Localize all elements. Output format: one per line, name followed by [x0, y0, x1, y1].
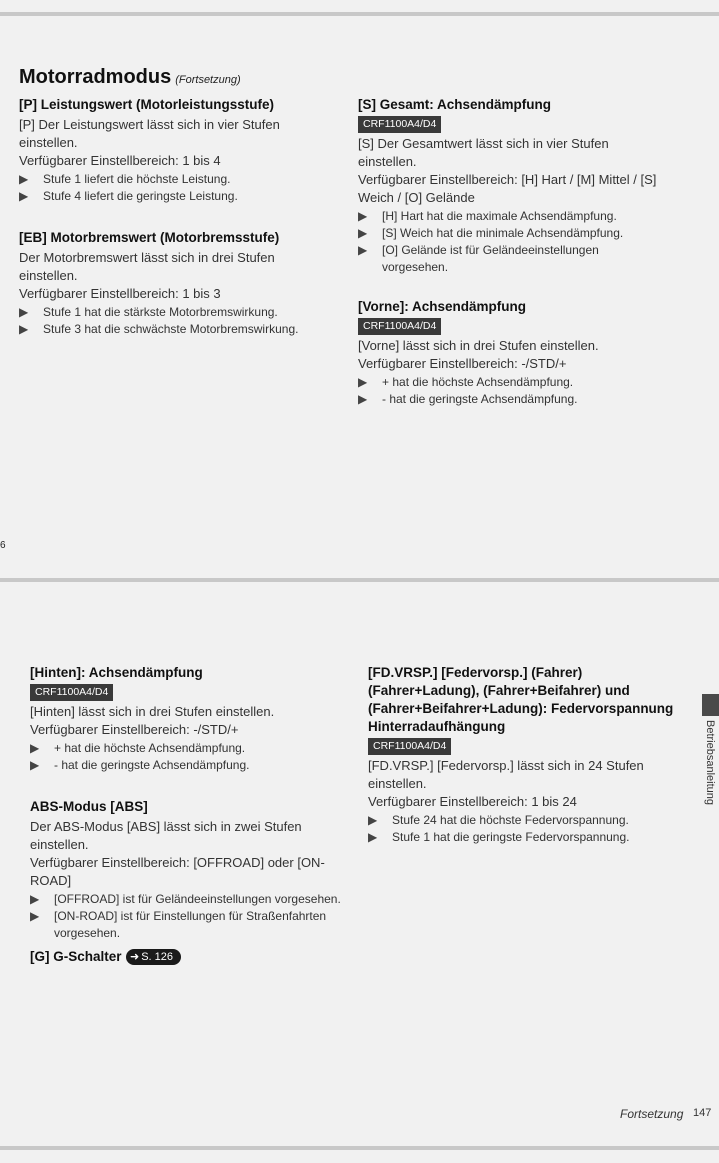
section-abs-mode: [30, 798, 345, 942]
bullet-triangle-icon: ▶: [368, 830, 378, 844]
section-paragraph: [Vorne] lässt sich in drei Stufen einstellen.: [358, 338, 599, 353]
section-paragraph: Verfügbarer Einstellbereich: [H] Hart / [M] Mittel / [S] Weich / [O] Gelände: [358, 172, 657, 205]
bottom-left-column: [30, 664, 345, 966]
section-heading: [P] Leistungswert (Motorleistungsstufe): [19, 97, 275, 112]
bullet-item: ▶ + hat die höchste Achsendämpfung.: [30, 741, 246, 755]
bullet-item: ▶ [H] Hart hat die maximale Achsendämpfung.: [358, 209, 617, 223]
section-paragraph: [FD.VRSP.] [Federvorsp.] lässt sich in 24 Stufen einstellen.: [368, 758, 644, 791]
arrow-right-icon: ➜: [129, 950, 140, 963]
section-power: [19, 96, 329, 205]
section-spring-preload: [368, 664, 678, 846]
section-paragraph: Verfügbarer Einstellbereich: 1 bis 24: [368, 794, 577, 809]
page-title-sub: (Fortsetzung): [175, 74, 241, 86]
section-overall-damping: [358, 96, 668, 276]
section-heading: ABS-Modus [ABS]: [30, 799, 148, 814]
section-paragraph: Der Motorbremswert lässt sich in drei Stufen einstellen.: [19, 250, 275, 283]
bullet-item: ▶ [ON-ROAD] ist für Einstellungen für Straßenfahrten vorgesehen.: [30, 909, 327, 940]
bullet-item: ▶ [S] Weich hat die minimale Achsendämpfung.: [358, 226, 624, 240]
section-heading: [Vorne]: Achsendämpfung: [358, 299, 526, 314]
bullet-triangle-icon: ▶: [19, 305, 29, 319]
bullet-triangle-icon: ▶: [30, 741, 40, 755]
bullet-triangle-icon: ▶: [358, 375, 368, 389]
top-right-column: [358, 96, 668, 408]
side-tab-marker: [702, 694, 719, 716]
bullet-triangle-icon: ▶: [19, 189, 29, 203]
model-badge: CRF1100A4/D4: [358, 318, 441, 335]
bullet-triangle-icon: ▶: [358, 243, 368, 257]
bullet-item: ▶ Stufe 1 liefert die höchste Leistung.: [19, 172, 231, 186]
bullet-triangle-icon: ▶: [358, 226, 368, 240]
page-number-top: 6: [0, 540, 6, 551]
top-rule: [0, 12, 719, 16]
bullet-triangle-icon: ▶: [358, 209, 368, 223]
bullet-item: ▶ + hat die höchste Achsendämpfung.: [358, 375, 574, 389]
page-title: [19, 66, 241, 89]
section-front-damping: [358, 298, 668, 408]
section-heading: [EB] Motorbremswert (Motorbremsstufe): [19, 230, 280, 245]
section-heading: [G] G-Schalter: [30, 949, 122, 964]
bullet-item: ▶ Stufe 4 liefert die geringste Leistung.: [19, 189, 238, 203]
section-paragraph: [Hinten] lässt sich in drei Stufen einstellen.: [30, 704, 275, 719]
section-g-switch: [30, 948, 345, 966]
section-paragraph: Verfügbarer Einstellbereich: [OFFROAD] oder [ON-ROAD]: [30, 855, 325, 888]
bullet-item: ▶ Stufe 1 hat die geringste Federvorspannung.: [368, 830, 630, 844]
section-rear-damping: [30, 664, 345, 774]
page-divider: [0, 578, 719, 582]
section-paragraph: [P] Der Leistungswert lässt sich in vier Stufen einstellen.: [19, 117, 280, 150]
section-paragraph: Der ABS-Modus [ABS] lässt sich in zwei Stufen einstellen.: [30, 819, 302, 852]
section-engine-brake: [19, 229, 329, 338]
section-paragraph: Verfügbarer Einstellbereich: 1 bis 3: [19, 286, 221, 301]
bullet-triangle-icon: ▶: [19, 322, 29, 336]
bullet-triangle-icon: ▶: [30, 909, 40, 923]
bullet-triangle-icon: ▶: [30, 758, 40, 772]
top-left-column: [19, 96, 329, 338]
page-number-bottom: 147: [693, 1107, 712, 1119]
bullet-item: ▶ - hat die geringste Achsendämpfung.: [30, 758, 250, 772]
section-paragraph: Verfügbarer Einstellbereich: 1 bis 4: [19, 153, 221, 168]
side-tab-label: Betriebsanleitung: [704, 720, 716, 806]
bottom-rule: [0, 1146, 719, 1150]
section-heading: [S] Gesamt: Achsendämpfung: [358, 97, 552, 112]
bullet-item: ▶ Stufe 1 hat die stärkste Motorbremswirkung.: [19, 305, 278, 319]
footer-continued: Fortsetzung: [620, 1107, 684, 1121]
model-badge: CRF1100A4/D4: [30, 684, 113, 701]
page-reference-link[interactable]: ➜ S. 126: [126, 949, 181, 965]
bottom-right-column: [368, 664, 678, 846]
model-badge: CRF1100A4/D4: [358, 116, 441, 133]
section-heading: [FD.VRSP.] [Federvorsp.] (Fahrer) (Fahrer+Ladung), (Fahrer+Beifahrer) und (Fahrer+Beifahrer+Ladung): Federvorspannung Hinterradaufhängung: [368, 665, 674, 734]
section-paragraph: Verfügbarer Einstellbereich: -/STD/+: [30, 722, 239, 737]
section-heading: [Hinten]: Achsendämpfung: [30, 665, 203, 680]
bullet-triangle-icon: ▶: [30, 892, 40, 906]
model-badge: CRF1100A4/D4: [368, 738, 451, 755]
bullet-triangle-icon: ▶: [368, 813, 378, 827]
bullet-item: ▶ [O] Gelände ist für Geländeeinstellungen vorgesehen.: [358, 243, 599, 274]
bullet-triangle-icon: ▶: [19, 172, 29, 186]
bullet-item: ▶ Stufe 3 hat die schwächste Motorbremswirkung.: [19, 322, 299, 336]
bullet-item: ▶ Stufe 24 hat die höchste Federvorspannung.: [368, 813, 629, 827]
page-title-text: Motorradmodus: [19, 66, 172, 88]
bullet-triangle-icon: ▶: [358, 392, 368, 406]
section-paragraph: [S] Der Gesamtwert lässt sich in vier Stufen einstellen.: [358, 136, 609, 169]
section-paragraph: Verfügbarer Einstellbereich: -/STD/+: [358, 356, 567, 371]
bullet-item: ▶ [OFFROAD] ist für Geländeeinstellungen vorgesehen.: [30, 892, 341, 906]
bullet-item: ▶ - hat die geringste Achsendämpfung.: [358, 392, 578, 406]
